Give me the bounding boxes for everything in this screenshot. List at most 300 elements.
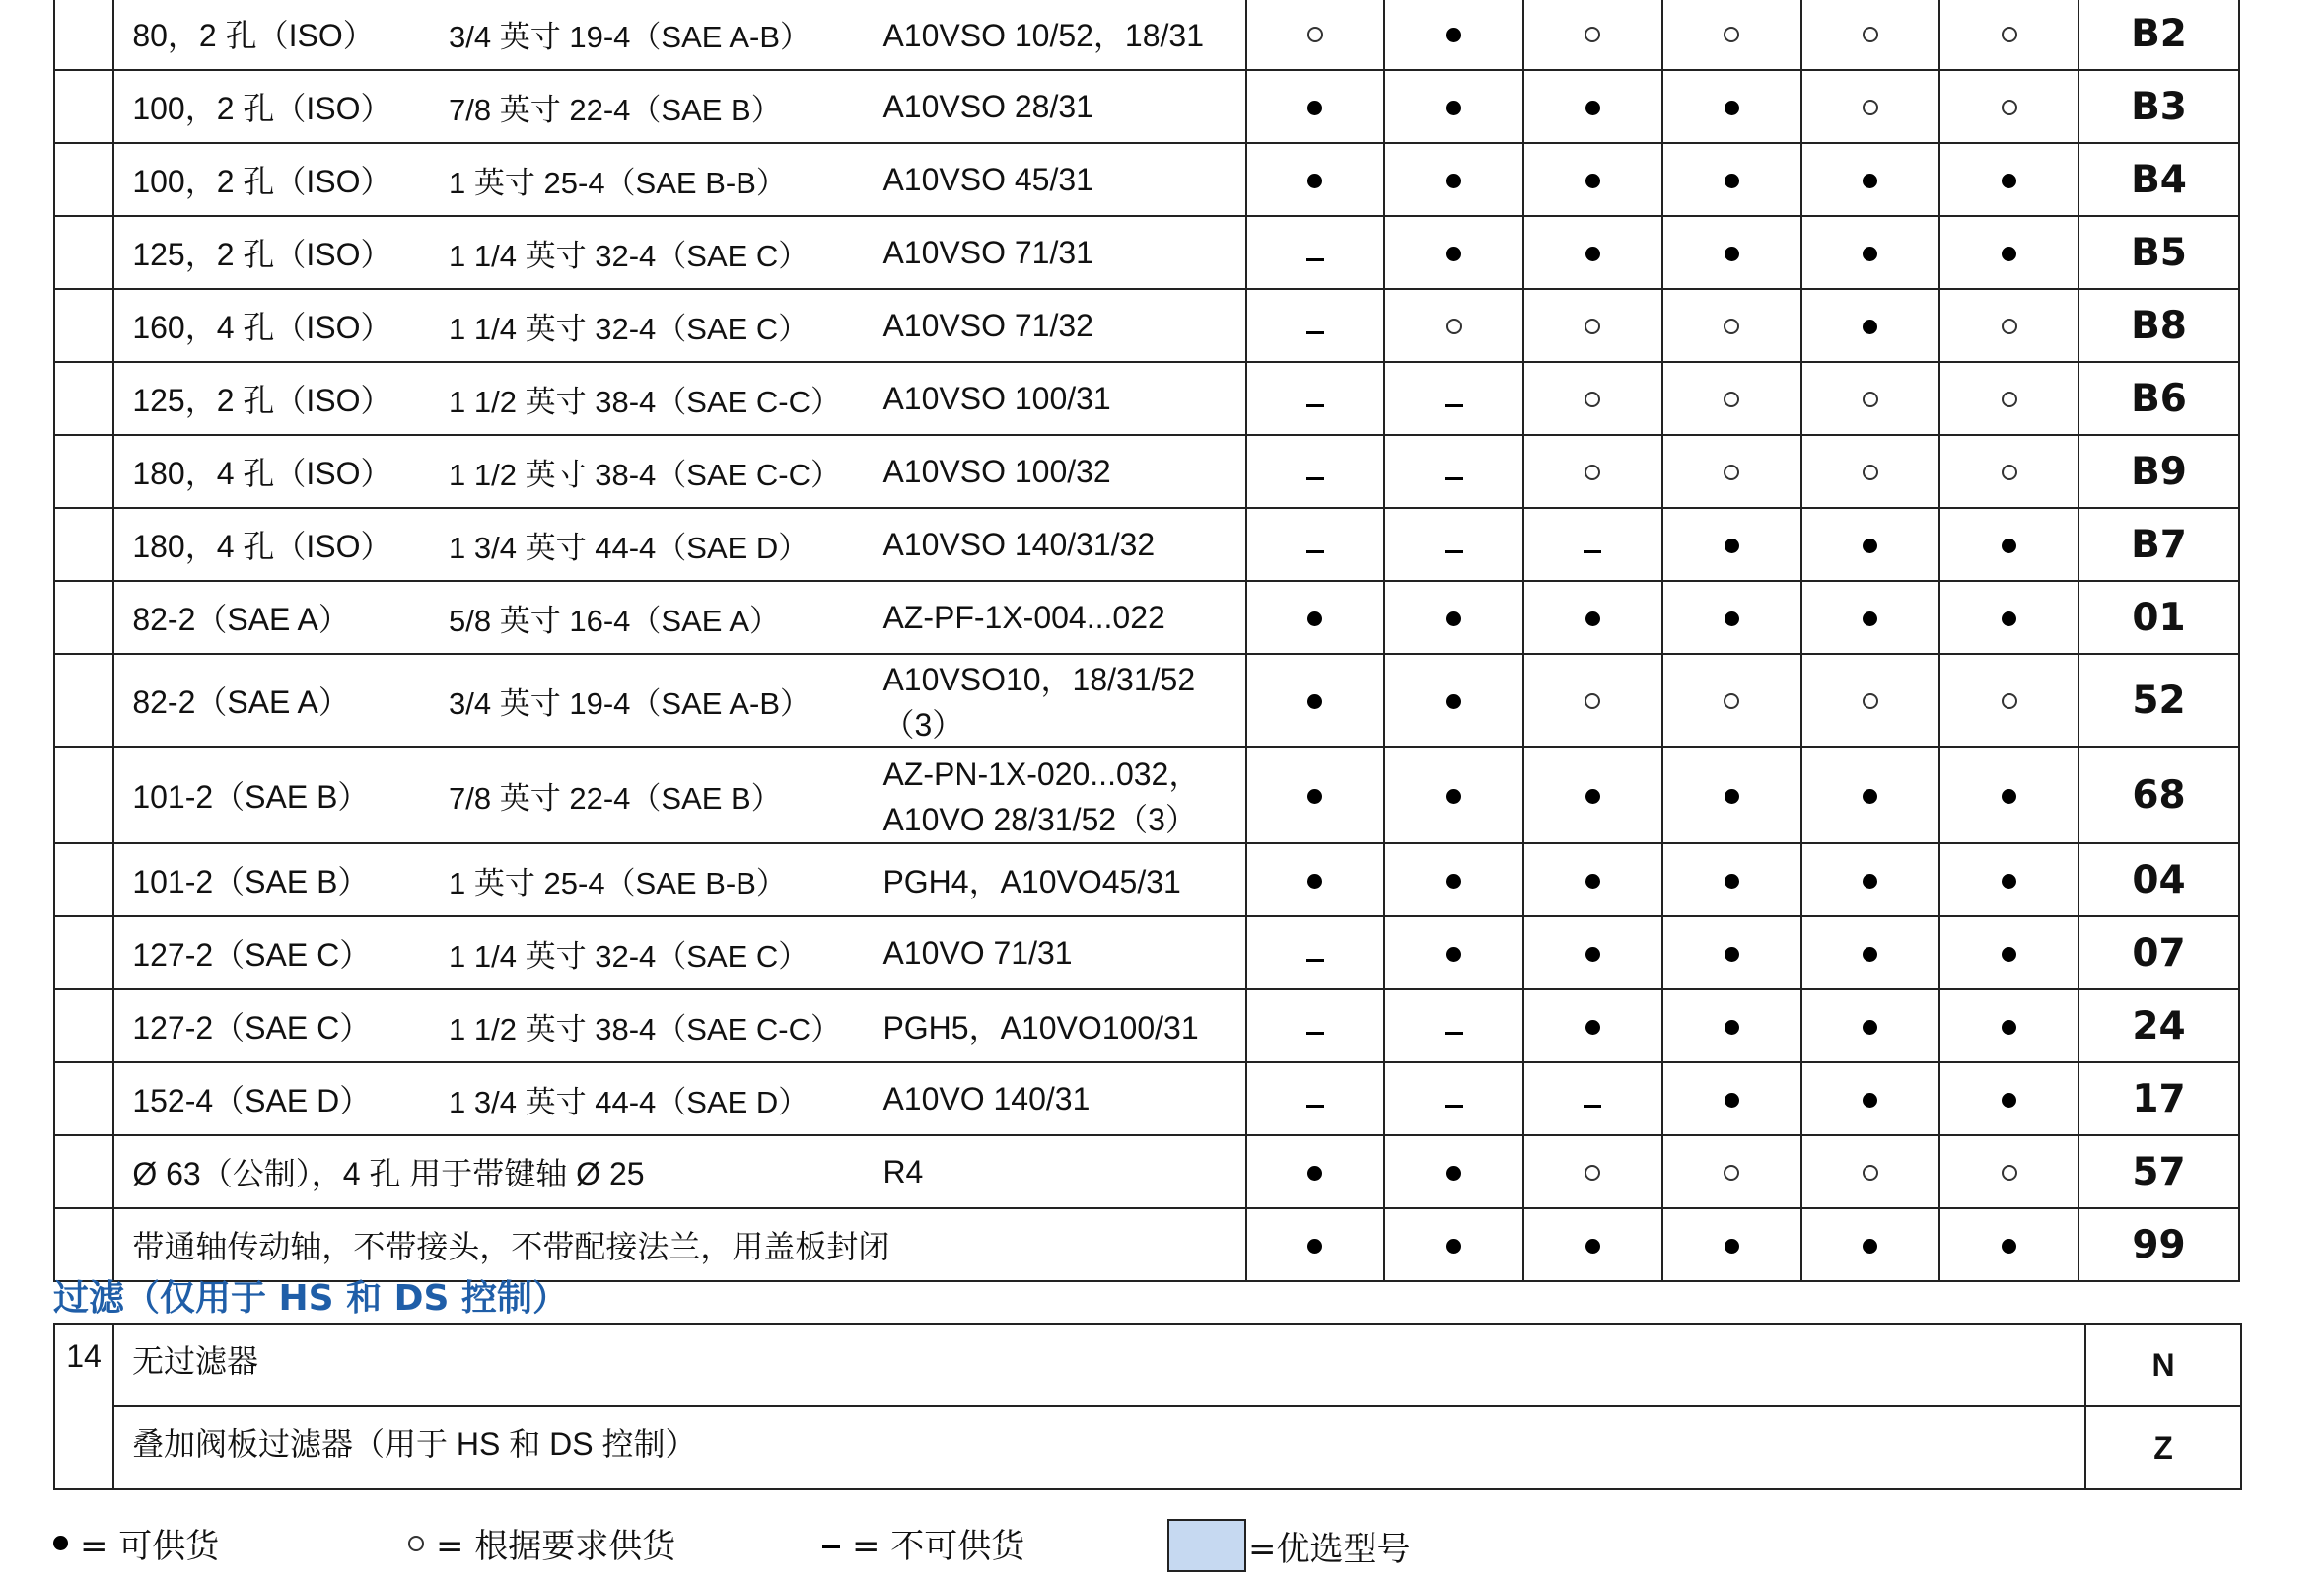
hollow-circle-icon bbox=[2002, 1165, 2017, 1181]
legend-not-available: = 不可供货 bbox=[822, 1519, 1024, 1567]
filled-dot-icon bbox=[1585, 101, 1600, 115]
filled-dot-icon bbox=[1307, 101, 1322, 115]
availability-cell bbox=[1523, 747, 1662, 843]
filled-dot-icon bbox=[2002, 247, 2016, 261]
flange-cell: 82-2（SAE A） bbox=[113, 581, 431, 654]
availability-cell bbox=[1523, 916, 1662, 989]
availability-cell bbox=[1662, 508, 1801, 581]
availability-cell bbox=[1246, 1062, 1385, 1135]
shaft-cell: 1 1/4 英寸 32-4（SAE C） bbox=[431, 916, 867, 989]
table-row bbox=[54, 508, 2239, 581]
availability-cell bbox=[1384, 70, 1523, 143]
hollow-circle-icon bbox=[1585, 27, 1600, 42]
availability-cell bbox=[1801, 143, 1940, 216]
order-code: B3 bbox=[2078, 70, 2239, 143]
availability-cell bbox=[1384, 581, 1523, 654]
dash-icon bbox=[1306, 331, 1324, 334]
availability-cell bbox=[1246, 362, 1385, 435]
availability-cell bbox=[1246, 70, 1385, 143]
pump-cell bbox=[867, 747, 1245, 843]
availability-cell bbox=[1523, 70, 1662, 143]
availability-cell bbox=[1523, 1135, 1662, 1208]
hollow-circle-icon bbox=[1585, 392, 1600, 407]
pump-cell: A10VSO 10/52，18/31 bbox=[867, 0, 1245, 70]
availability-cell bbox=[1523, 1208, 1662, 1281]
filled-dot-icon bbox=[1446, 101, 1461, 115]
filled-dot-icon bbox=[2002, 539, 2016, 553]
availability-cell bbox=[1246, 289, 1385, 362]
dash-icon bbox=[1306, 1105, 1324, 1108]
filled-dot-icon bbox=[1725, 947, 1739, 962]
availability-cell bbox=[1801, 989, 1940, 1062]
availability-cell bbox=[1801, 843, 1940, 916]
availability-cell bbox=[1246, 747, 1385, 843]
availability-cell bbox=[1939, 289, 2078, 362]
filled-dot-icon bbox=[1725, 1020, 1739, 1035]
filled-dot-icon bbox=[1863, 320, 1877, 334]
availability-cell bbox=[1246, 0, 1385, 70]
availability-cell bbox=[1939, 70, 2078, 143]
hollow-circle-icon bbox=[1863, 465, 1878, 480]
flange-cell: 82-2（SAE A） bbox=[113, 654, 431, 747]
option-number-cell bbox=[54, 0, 113, 70]
dash-icon bbox=[1445, 1105, 1463, 1108]
filter-table bbox=[53, 1323, 2242, 1490]
availability-cell bbox=[1939, 143, 2078, 216]
availability-cell bbox=[1801, 1135, 1940, 1208]
availability-cell bbox=[1801, 435, 1940, 508]
availability-cell bbox=[1523, 581, 1662, 654]
availability-cell bbox=[1384, 916, 1523, 989]
hollow-circle-icon bbox=[1863, 1165, 1878, 1181]
availability-cell bbox=[1523, 216, 1662, 289]
filled-dot-icon bbox=[1446, 947, 1461, 962]
flange-cell: 127-2（SAE C） bbox=[113, 916, 431, 989]
order-code: B8 bbox=[2078, 289, 2239, 362]
option-number: 14 bbox=[54, 1324, 113, 1489]
option-number-cell bbox=[54, 70, 113, 143]
availability-cell bbox=[1939, 747, 2078, 843]
flange-cell: Ø 63（公制），4 孔 用于带键轴 Ø 25 bbox=[113, 1135, 867, 1208]
filled-dot-icon bbox=[2002, 947, 2016, 962]
availability-cell bbox=[1801, 1208, 1940, 1281]
availability-cell bbox=[1662, 143, 1801, 216]
hollow-circle-icon bbox=[1585, 319, 1600, 334]
pump-cell: A10VSO10，18/31/52（3） bbox=[867, 654, 1245, 747]
filled-dot-icon bbox=[53, 1536, 68, 1550]
availability-cell bbox=[1801, 0, 1940, 70]
availability-cell bbox=[1801, 581, 1940, 654]
filter-code: N bbox=[2085, 1324, 2241, 1406]
availability-cell bbox=[1384, 747, 1523, 843]
filled-dot-icon bbox=[1446, 28, 1461, 42]
availability-cell bbox=[1801, 216, 1940, 289]
availability-cell bbox=[1523, 362, 1662, 435]
shaft-cell: 1 1/2 英寸 38-4（SAE C-C） bbox=[431, 435, 867, 508]
dash-icon bbox=[1445, 550, 1463, 553]
availability-cell bbox=[1801, 508, 1940, 581]
order-code: B2 bbox=[2078, 0, 2239, 70]
flange-cell: 180，4 孔（ISO） bbox=[113, 435, 431, 508]
availability-cell bbox=[1801, 362, 1940, 435]
filled-dot-icon bbox=[2002, 611, 2016, 626]
filled-dot-icon bbox=[1585, 874, 1600, 889]
filled-dot-icon bbox=[1863, 874, 1877, 889]
filled-dot-icon bbox=[1585, 174, 1600, 188]
hollow-circle-icon bbox=[1863, 693, 1878, 709]
availability-cell bbox=[1939, 654, 2078, 747]
availability-cell bbox=[1384, 654, 1523, 747]
legend-on-request: = 根据要求供货 bbox=[408, 1519, 675, 1567]
flange-cell: 带通轴传动轴，不带接头，不带配接法兰，用盖板封闭 bbox=[113, 1208, 1245, 1281]
availability-cell bbox=[1246, 916, 1385, 989]
availability-cell bbox=[1384, 289, 1523, 362]
filled-dot-icon bbox=[1307, 611, 1322, 626]
dash-icon bbox=[1306, 477, 1324, 480]
flange-cell: 100，2 孔（ISO） bbox=[113, 143, 431, 216]
filled-dot-icon bbox=[1863, 789, 1877, 804]
filled-dot-icon bbox=[2002, 174, 2016, 188]
filled-dot-icon bbox=[1585, 789, 1600, 804]
hollow-circle-icon bbox=[1724, 1165, 1739, 1181]
dash-icon bbox=[1584, 550, 1601, 553]
hollow-circle-icon bbox=[1446, 319, 1462, 334]
availability-cell bbox=[1939, 0, 2078, 70]
filled-dot-icon bbox=[1446, 611, 1461, 626]
legend-preferred: =优选型号 bbox=[1167, 1519, 1411, 1572]
table-row bbox=[54, 654, 2239, 747]
filled-dot-icon bbox=[1446, 174, 1461, 188]
hollow-circle-icon bbox=[2002, 319, 2017, 334]
availability-cell bbox=[1246, 216, 1385, 289]
option-number-cell bbox=[54, 843, 113, 916]
filled-dot-icon bbox=[1863, 1093, 1877, 1108]
hollow-circle-icon bbox=[2002, 465, 2017, 480]
table-row bbox=[54, 289, 2239, 362]
filled-dot-icon bbox=[2002, 789, 2016, 804]
filled-dot-icon bbox=[1446, 874, 1461, 889]
hollow-circle-icon bbox=[1307, 27, 1323, 42]
availability-cell bbox=[1384, 1062, 1523, 1135]
filled-dot-icon bbox=[1725, 1239, 1739, 1254]
availability-cell bbox=[1662, 70, 1801, 143]
pump-line-2: A10VO 28/31/52（3） bbox=[882, 802, 1197, 837]
option-number-cell bbox=[54, 289, 113, 362]
filled-dot-icon bbox=[1307, 694, 1322, 709]
availability-cell bbox=[1662, 989, 1801, 1062]
filled-dot-icon bbox=[1863, 611, 1877, 626]
table-row bbox=[54, 747, 2239, 843]
shaft-cell: 1 英寸 25-4（SAE B-B） bbox=[431, 843, 867, 916]
filled-dot-icon bbox=[1307, 174, 1322, 188]
filled-dot-icon bbox=[1446, 247, 1461, 261]
availability-cell bbox=[1939, 916, 2078, 989]
flange-cell: 180，4 孔（ISO） bbox=[113, 508, 431, 581]
order-code: B9 bbox=[2078, 435, 2239, 508]
hollow-circle-icon bbox=[408, 1536, 424, 1551]
availability-cell bbox=[1662, 362, 1801, 435]
filled-dot-icon bbox=[1585, 247, 1600, 261]
availability-cell bbox=[1523, 289, 1662, 362]
flange-cell: 125，2 孔（ISO） bbox=[113, 362, 431, 435]
filled-dot-icon bbox=[1725, 611, 1739, 626]
pump-cell: AZ-PF-1X-004...022 bbox=[867, 581, 1245, 654]
availability-cell bbox=[1801, 916, 1940, 989]
table-row bbox=[54, 0, 2239, 70]
shaft-cell: 7/8 英寸 22-4（SAE B） bbox=[431, 70, 867, 143]
pump-cell: A10VSO 100/31 bbox=[867, 362, 1245, 435]
filled-dot-icon bbox=[1725, 789, 1739, 804]
filled-dot-icon bbox=[1725, 874, 1739, 889]
pump-cell: A10VSO 71/31 bbox=[867, 216, 1245, 289]
table-row bbox=[54, 843, 2239, 916]
pump-cell: A10VSO 28/31 bbox=[867, 70, 1245, 143]
dash-icon bbox=[1306, 258, 1324, 261]
availability-cell bbox=[1939, 435, 2078, 508]
availability-cell bbox=[1523, 989, 1662, 1062]
table-row bbox=[54, 362, 2239, 435]
availability-table bbox=[53, 0, 2240, 1282]
hollow-circle-icon bbox=[2002, 100, 2017, 115]
hollow-circle-icon bbox=[1863, 392, 1878, 407]
dash-icon bbox=[1306, 404, 1324, 407]
availability-cell bbox=[1662, 216, 1801, 289]
dash-icon bbox=[1306, 1032, 1324, 1035]
availability-cell bbox=[1384, 0, 1523, 70]
filled-dot-icon bbox=[1446, 694, 1461, 709]
filled-dot-icon bbox=[2002, 1239, 2016, 1254]
legend bbox=[53, 1519, 2222, 1578]
dash-icon bbox=[1306, 959, 1324, 962]
filled-dot-icon bbox=[1307, 874, 1322, 889]
availability-cell bbox=[1662, 581, 1801, 654]
filled-dot-icon bbox=[1307, 1166, 1322, 1181]
filled-dot-icon bbox=[1863, 1020, 1877, 1035]
order-code: 99 bbox=[2078, 1208, 2239, 1281]
filled-dot-icon bbox=[1446, 789, 1461, 804]
flange-cell: 160，4 孔（ISO） bbox=[113, 289, 431, 362]
filled-dot-icon bbox=[2002, 874, 2016, 889]
dash-icon bbox=[1584, 1105, 1601, 1108]
filled-dot-icon bbox=[1307, 789, 1322, 804]
availability-cell bbox=[1523, 508, 1662, 581]
option-number-cell bbox=[54, 216, 113, 289]
availability-cell bbox=[1246, 1135, 1385, 1208]
filled-dot-icon bbox=[1585, 1239, 1600, 1254]
table-row bbox=[54, 1135, 2239, 1208]
pump-cell: A10VSO 71/32 bbox=[867, 289, 1245, 362]
order-code: 04 bbox=[2078, 843, 2239, 916]
availability-cell bbox=[1662, 654, 1801, 747]
order-code: 07 bbox=[2078, 916, 2239, 989]
table-row bbox=[54, 581, 2239, 654]
hollow-circle-icon bbox=[1863, 100, 1878, 115]
option-number-cell bbox=[54, 989, 113, 1062]
flange-cell: 125，2 孔（ISO） bbox=[113, 216, 431, 289]
hollow-circle-icon bbox=[1724, 27, 1739, 42]
availability-cell bbox=[1801, 654, 1940, 747]
order-code: 17 bbox=[2078, 1062, 2239, 1135]
shaft-cell: 1 3/4 英寸 44-4（SAE D） bbox=[431, 1062, 867, 1135]
availability-cell bbox=[1662, 916, 1801, 989]
availability-cell bbox=[1939, 1062, 2078, 1135]
availability-cell bbox=[1662, 1062, 1801, 1135]
hollow-circle-icon bbox=[2002, 693, 2017, 709]
filled-dot-icon bbox=[1307, 1239, 1322, 1254]
order-code: 57 bbox=[2078, 1135, 2239, 1208]
availability-cell bbox=[1384, 143, 1523, 216]
shaft-cell: 1 1/4 英寸 32-4（SAE C） bbox=[431, 216, 867, 289]
availability-cell bbox=[1662, 0, 1801, 70]
availability-cell bbox=[1246, 1208, 1385, 1281]
availability-cell bbox=[1384, 216, 1523, 289]
availability-cell bbox=[1801, 747, 1940, 843]
availability-cell bbox=[1939, 362, 2078, 435]
availability-cell bbox=[1246, 581, 1385, 654]
filled-dot-icon bbox=[1725, 101, 1739, 115]
filled-dot-icon bbox=[1863, 1239, 1877, 1254]
filled-dot-icon bbox=[1725, 247, 1739, 261]
pump-cell: PGH5，A10VO100/31 bbox=[867, 989, 1245, 1062]
shaft-cell: 1 1/2 英寸 38-4（SAE C-C） bbox=[431, 362, 867, 435]
legend-available: = 可供货 bbox=[53, 1519, 219, 1567]
shaft-cell: 1 3/4 英寸 44-4（SAE D） bbox=[431, 508, 867, 581]
availability-cell bbox=[1939, 216, 2078, 289]
availability-cell bbox=[1384, 989, 1523, 1062]
filter-description: 叠加阀板过滤器（用于 HS 和 DS 控制） bbox=[113, 1406, 2085, 1489]
order-code: 24 bbox=[2078, 989, 2239, 1062]
filled-dot-icon bbox=[2002, 1020, 2016, 1035]
availability-cell bbox=[1801, 1062, 1940, 1135]
availability-cell bbox=[1384, 1135, 1523, 1208]
hollow-circle-icon bbox=[1724, 693, 1739, 709]
pump-line-1: AZ-PN-1X-020...032， bbox=[882, 756, 1201, 792]
availability-cell bbox=[1939, 843, 2078, 916]
filled-dot-icon bbox=[2002, 1093, 2016, 1108]
availability-cell bbox=[1939, 1135, 2078, 1208]
availability-cell bbox=[1523, 143, 1662, 216]
shaft-cell: 7/8 英寸 22-4（SAE B） bbox=[431, 747, 867, 843]
availability-cell bbox=[1246, 843, 1385, 916]
pump-cell: A10VO 71/31 bbox=[867, 916, 1245, 989]
hollow-circle-icon bbox=[2002, 392, 2017, 407]
filled-dot-icon bbox=[1585, 1020, 1600, 1035]
shaft-cell: 1 英寸 25-4（SAE B-B） bbox=[431, 143, 867, 216]
pump-cell: A10VSO 100/32 bbox=[867, 435, 1245, 508]
availability-cell bbox=[1523, 1062, 1662, 1135]
order-code: B6 bbox=[2078, 362, 2239, 435]
availability-cell bbox=[1246, 143, 1385, 216]
availability-cell bbox=[1523, 0, 1662, 70]
availability-cell bbox=[1384, 508, 1523, 581]
dash-icon bbox=[1306, 550, 1324, 553]
filled-dot-icon bbox=[1725, 1093, 1739, 1108]
preferred-swatch-icon bbox=[1167, 1519, 1246, 1572]
filter-code: Z bbox=[2085, 1406, 2241, 1489]
filter-description: 无过滤器 bbox=[113, 1324, 2085, 1406]
option-number-cell bbox=[54, 747, 113, 843]
availability-cell bbox=[1384, 435, 1523, 508]
availability-cell bbox=[1801, 70, 1940, 143]
option-number-cell bbox=[54, 1062, 113, 1135]
filled-dot-icon bbox=[1863, 174, 1877, 188]
filled-dot-icon bbox=[1585, 611, 1600, 626]
dash-icon bbox=[1445, 477, 1463, 480]
flange-cell: 152-4（SAE D） bbox=[113, 1062, 431, 1135]
filled-dot-icon bbox=[1863, 539, 1877, 553]
flange-cell: 100，2 孔（ISO） bbox=[113, 70, 431, 143]
hollow-circle-icon bbox=[1863, 27, 1878, 42]
availability-cell bbox=[1384, 843, 1523, 916]
pump-cell: PGH4，A10VO45/31 bbox=[867, 843, 1245, 916]
hollow-circle-icon bbox=[2002, 27, 2017, 42]
table-row bbox=[54, 216, 2239, 289]
shaft-cell: 1 1/4 英寸 32-4（SAE C） bbox=[431, 289, 867, 362]
table-row bbox=[54, 1062, 2239, 1135]
pump-cell: R4 bbox=[867, 1135, 1245, 1208]
availability-cell bbox=[1939, 989, 2078, 1062]
hollow-circle-icon bbox=[1724, 392, 1739, 407]
table-row bbox=[54, 916, 2239, 989]
filled-dot-icon bbox=[1863, 947, 1877, 962]
availability-cell bbox=[1662, 289, 1801, 362]
hollow-circle-icon bbox=[1724, 465, 1739, 480]
availability-cell bbox=[1662, 435, 1801, 508]
shaft-cell: 1 1/2 英寸 38-4（SAE C-C） bbox=[431, 989, 867, 1062]
pump-cell: A10VSO 45/31 bbox=[867, 143, 1245, 216]
filled-dot-icon bbox=[1863, 247, 1877, 261]
availability-cell bbox=[1662, 1135, 1801, 1208]
shaft-cell: 3/4 英寸 19-4（SAE A-B） bbox=[431, 654, 867, 747]
hollow-circle-icon bbox=[1585, 465, 1600, 480]
filter-row bbox=[54, 1406, 2241, 1489]
dash-icon bbox=[1445, 404, 1463, 407]
filled-dot-icon bbox=[1585, 947, 1600, 962]
filled-dot-icon bbox=[1725, 539, 1739, 553]
availability-cell bbox=[1246, 989, 1385, 1062]
order-code: 68 bbox=[2078, 747, 2239, 843]
availability-cell bbox=[1662, 843, 1801, 916]
pump-cell: A10VSO 140/31/32 bbox=[867, 508, 1245, 581]
availability-cell bbox=[1939, 508, 2078, 581]
table-row bbox=[54, 143, 2239, 216]
dash-icon bbox=[1445, 1032, 1463, 1035]
flange-cell: 127-2（SAE C） bbox=[113, 989, 431, 1062]
option-number-cell bbox=[54, 143, 113, 216]
availability-cell bbox=[1246, 435, 1385, 508]
availability-cell bbox=[1662, 747, 1801, 843]
availability-cell bbox=[1662, 1208, 1801, 1281]
order-code: 52 bbox=[2078, 654, 2239, 747]
filled-dot-icon bbox=[1725, 174, 1739, 188]
availability-cell bbox=[1801, 289, 1940, 362]
availability-cell bbox=[1384, 1208, 1523, 1281]
hollow-circle-icon bbox=[1585, 693, 1600, 709]
order-code: B5 bbox=[2078, 216, 2239, 289]
shaft-cell: 5/8 英寸 16-4（SAE A） bbox=[431, 581, 867, 654]
dash-icon bbox=[822, 1545, 840, 1548]
order-code: B7 bbox=[2078, 508, 2239, 581]
filled-dot-icon bbox=[1446, 1239, 1461, 1254]
option-number-cell bbox=[54, 508, 113, 581]
availability-cell bbox=[1939, 1208, 2078, 1281]
availability-cell bbox=[1384, 362, 1523, 435]
option-number-cell bbox=[54, 581, 113, 654]
order-code: B4 bbox=[2078, 143, 2239, 216]
order-code: 01 bbox=[2078, 581, 2239, 654]
pump-cell: A10VO 140/31 bbox=[867, 1062, 1245, 1135]
filter-row bbox=[54, 1324, 2241, 1406]
